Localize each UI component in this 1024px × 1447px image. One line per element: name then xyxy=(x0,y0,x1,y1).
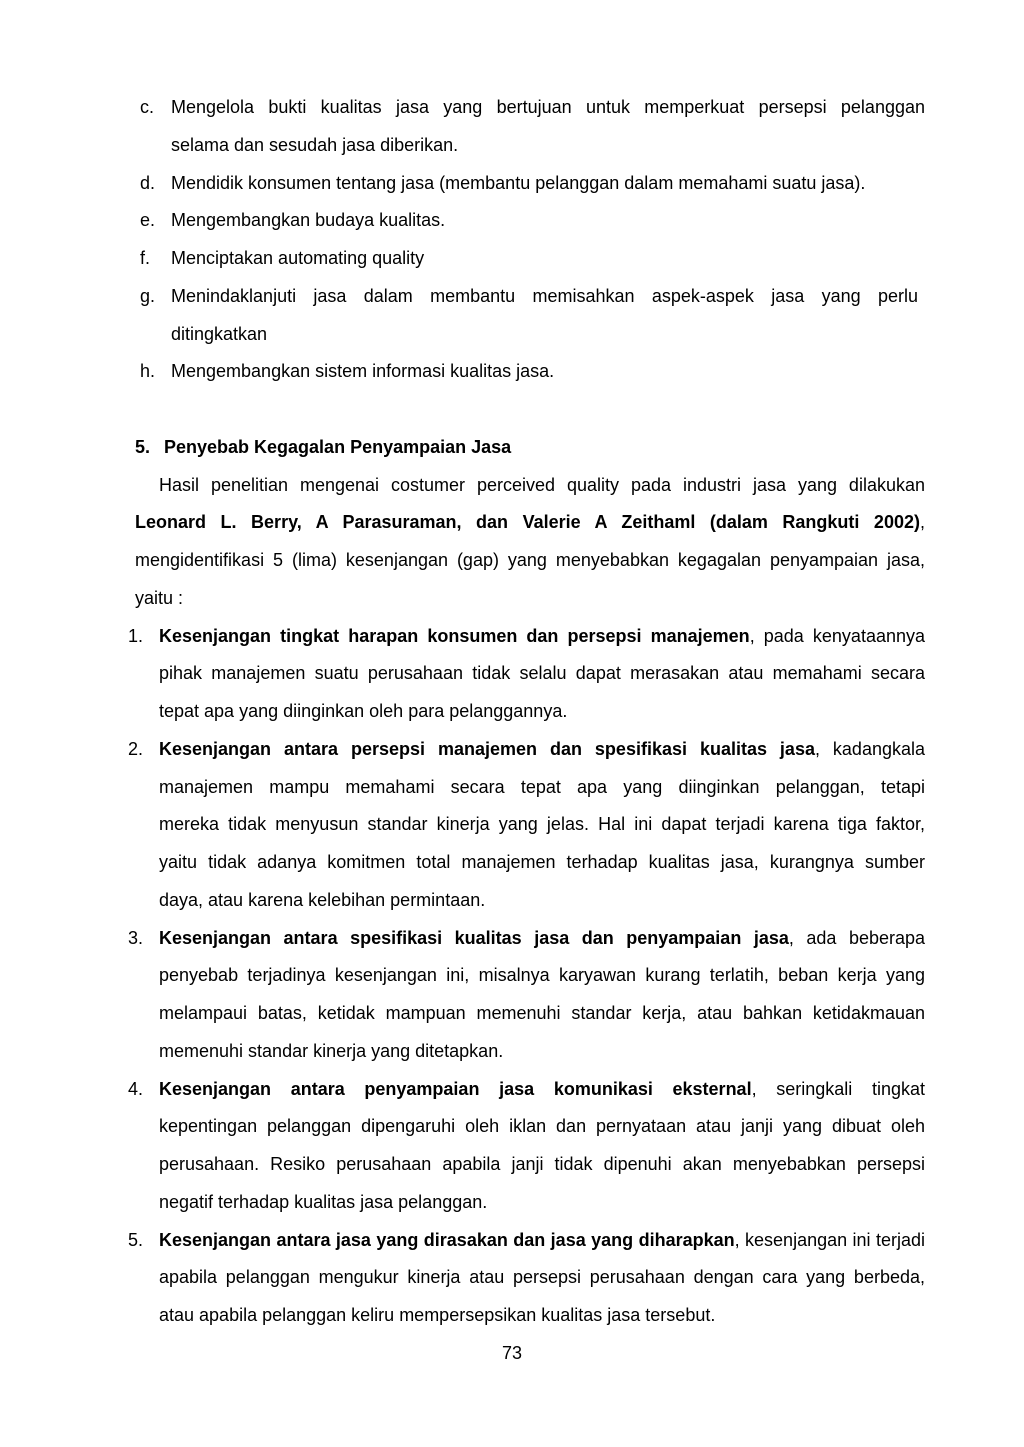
paragraph-line xyxy=(0,504,1024,542)
gap-item-text: mereka tidak menyusun standar kinerja yang jelas. Hal ini dapat terjadi karena tiga faktor, xyxy=(159,814,925,835)
list-item-line xyxy=(0,89,1024,127)
gap-item-text: pihak manajemen suatu perusahaan tidak selalu dapat merasakan atau memahami secara xyxy=(159,663,925,684)
gap-item-line xyxy=(0,806,1024,844)
gap-item-line xyxy=(0,1071,1024,1109)
gap-item-title-suffix: , seringkali tingkat xyxy=(751,1078,925,1099)
list-item-text: Menindaklanjuti jasa dalam membantu memisahkan aspek-aspek jasa yang perlu xyxy=(171,285,918,306)
gap-item-title-suffix: , pada kenyataannya xyxy=(749,625,925,646)
list-item-text: ditingkatkan xyxy=(171,323,268,344)
author-citation: Leonard L. Berry, A Parasuraman, dan Valerie A Zeithaml (dalam Rangkuti 2002) xyxy=(135,512,920,533)
gap-item-line xyxy=(0,731,1024,769)
gap-item-title-suffix: , ada beberapa xyxy=(788,927,926,948)
list-item-f xyxy=(0,240,1024,278)
list-item-line xyxy=(0,353,1024,391)
list-item-label: f. xyxy=(140,248,151,268)
gap-item-text: tepat apa yang diinginkan oleh para pelanggannya. xyxy=(159,701,568,721)
gap-item-number: 5. xyxy=(128,1229,144,1250)
gap-item-text: perusahaan. Resiko perusahaan apabila janji tidak dipenuhi akan menyebabkan persepsi xyxy=(159,1154,925,1174)
gap-item-title: Kesenjangan tingkat harapan konsumen dan persepsi manajemen xyxy=(159,625,750,646)
gap-item-text: apabila pelanggan mengukur kinerja atau persepsi perusahaan dengan cara yang berbeda, xyxy=(159,1267,925,1288)
page-footer xyxy=(0,1335,1024,1373)
paragraph-line xyxy=(0,580,1024,618)
gap-item-text: atau apabila pelanggan keliru mempersepsikan kualitas jasa tersebut. xyxy=(159,1305,716,1325)
list-item-text: Mendidik konsumen tentang jasa (membantu pelanggan dalam memahami suatu jasa). xyxy=(171,172,866,193)
gap-item-text xyxy=(159,1071,925,1109)
paragraph-text: Hasil penelitian mengenai costumer perceived quality pada industri jasa yang dilakukan xyxy=(159,474,925,495)
gap-item-text xyxy=(159,731,925,769)
list-item-text: Mengembangkan sistem informasi kualitas jasa. xyxy=(171,361,555,382)
gap-item-text xyxy=(159,1222,925,1260)
gap-item-line xyxy=(0,957,1024,995)
list-item-line xyxy=(0,316,1024,354)
list-item-h xyxy=(0,353,1024,391)
blank-line xyxy=(0,391,1024,429)
list-item-label: e. xyxy=(140,210,156,231)
gap-item-1 xyxy=(0,618,1024,731)
gap-item-text: melampaui batas, ketidak mampuan memenuhi standar kerja, atau bahkan ketidakmauan xyxy=(159,1003,925,1023)
gap-item-line xyxy=(0,920,1024,958)
page-number: 73 xyxy=(501,1342,523,1363)
list-item-text: Mengembangkan budaya kualitas. xyxy=(171,210,446,231)
gap-item-title: Kesenjangan antara penyampaian jasa komunikasi eksternal xyxy=(159,1078,752,1099)
gap-item-line xyxy=(0,1297,1024,1335)
gap-item-text: memenuhi standar kinerja yang ditetapkan. xyxy=(159,1040,504,1061)
gap-list xyxy=(0,618,1024,1335)
gap-item-text: yaitu tidak adanya komitmen total manajemen terhadap kualitas jasa, kurangnya sumber xyxy=(159,852,925,872)
gap-item-line xyxy=(0,769,1024,807)
author-citation-suffix: , xyxy=(919,512,925,533)
gap-item-line xyxy=(0,995,1024,1033)
gap-item-text: kepentingan pelanggan dipengaruhi oleh iklan dan pernyataan atau janji yang dibuat oleh xyxy=(159,1116,925,1137)
gap-item-text: manajemen mampu memahami secara tepat apa yang diinginkan pelanggan, tetapi xyxy=(159,776,925,797)
list-item-e xyxy=(0,202,1024,240)
list-item-line xyxy=(0,127,1024,165)
gap-item-text: negatif terhadap kualitas jasa pelanggan. xyxy=(159,1191,488,1212)
gap-item-2 xyxy=(0,731,1024,920)
gap-item-title-suffix: , kadangkala xyxy=(814,738,925,759)
list-item-line xyxy=(0,240,1024,278)
gap-item-number: 2. xyxy=(128,738,144,759)
gap-item-line xyxy=(0,882,1024,920)
gap-item-line xyxy=(0,618,1024,656)
page-content xyxy=(0,89,1024,1373)
gap-item-number: 4. xyxy=(128,1078,144,1099)
list-item-line xyxy=(0,278,1024,316)
paragraph-text: yaitu : xyxy=(135,587,184,608)
paragraph-line xyxy=(0,467,1024,505)
lettered-list xyxy=(0,89,1024,391)
list-item-label: d. xyxy=(140,172,156,193)
list-item-c xyxy=(0,89,1024,165)
gap-item-title-suffix: , kesenjangan ini terjadi xyxy=(734,1229,925,1250)
gap-item-title: Kesenjangan antara spesifikasi kualitas jasa dan penyampaian jasa xyxy=(159,927,789,948)
gap-item-title: Kesenjangan antara persepsi manajemen dan spesifikasi kualitas jasa xyxy=(159,738,815,759)
section-heading xyxy=(0,429,1024,467)
intro-paragraph xyxy=(0,467,1024,618)
gap-item-text xyxy=(159,618,925,656)
gap-item-text xyxy=(159,920,925,958)
gap-item-line xyxy=(0,1184,1024,1222)
paragraph-line xyxy=(0,542,1024,580)
list-item-d xyxy=(0,165,1024,203)
gap-item-4 xyxy=(0,1071,1024,1222)
gap-item-text: penyebab terjadinya kesenjangan ini, misalnya karyawan kurang terlatih, beban kerja yang xyxy=(159,965,925,986)
gap-item-line xyxy=(0,1222,1024,1260)
gap-item-number: 1. xyxy=(128,625,144,646)
gap-item-line xyxy=(0,1108,1024,1146)
paragraph-text xyxy=(135,504,925,542)
list-item-label: c. xyxy=(140,97,155,117)
list-item-line xyxy=(0,202,1024,240)
gap-item-line xyxy=(0,1146,1024,1184)
list-item-text: selama dan sesudah jasa diberikan. xyxy=(171,134,459,155)
section-title: Penyebab Kegagalan Penyampaian Jasa xyxy=(164,436,512,457)
gap-item-line xyxy=(0,1259,1024,1297)
gap-item-number: 3. xyxy=(128,927,144,948)
list-item-text: Mengelola bukti kualitas jasa yang bertujuan untuk memperkuat persepsi pelanggan xyxy=(171,97,925,117)
list-item-g xyxy=(0,278,1024,354)
paragraph-text: mengidentifikasi 5 (lima) kesenjangan (gap) yang menyebabkan kegagalan penyampaian jasa, xyxy=(135,550,925,570)
list-item-label: g. xyxy=(140,285,156,306)
gap-item-line xyxy=(0,693,1024,731)
section-number: 5. xyxy=(135,436,151,457)
gap-item-3 xyxy=(0,920,1024,1071)
list-item-label: h. xyxy=(140,361,156,382)
gap-item-line xyxy=(0,844,1024,882)
gap-item-line xyxy=(0,655,1024,693)
gap-item-text: daya, atau karena kelebihan permintaan. xyxy=(159,889,486,910)
gap-item-line xyxy=(0,1033,1024,1071)
gap-item-title: Kesenjangan antara jasa yang dirasakan dan jasa yang diharapkan xyxy=(159,1229,735,1250)
list-item-line xyxy=(0,165,1024,203)
gap-item-5 xyxy=(0,1222,1024,1335)
list-item-text: Menciptakan automating quality xyxy=(171,248,425,268)
